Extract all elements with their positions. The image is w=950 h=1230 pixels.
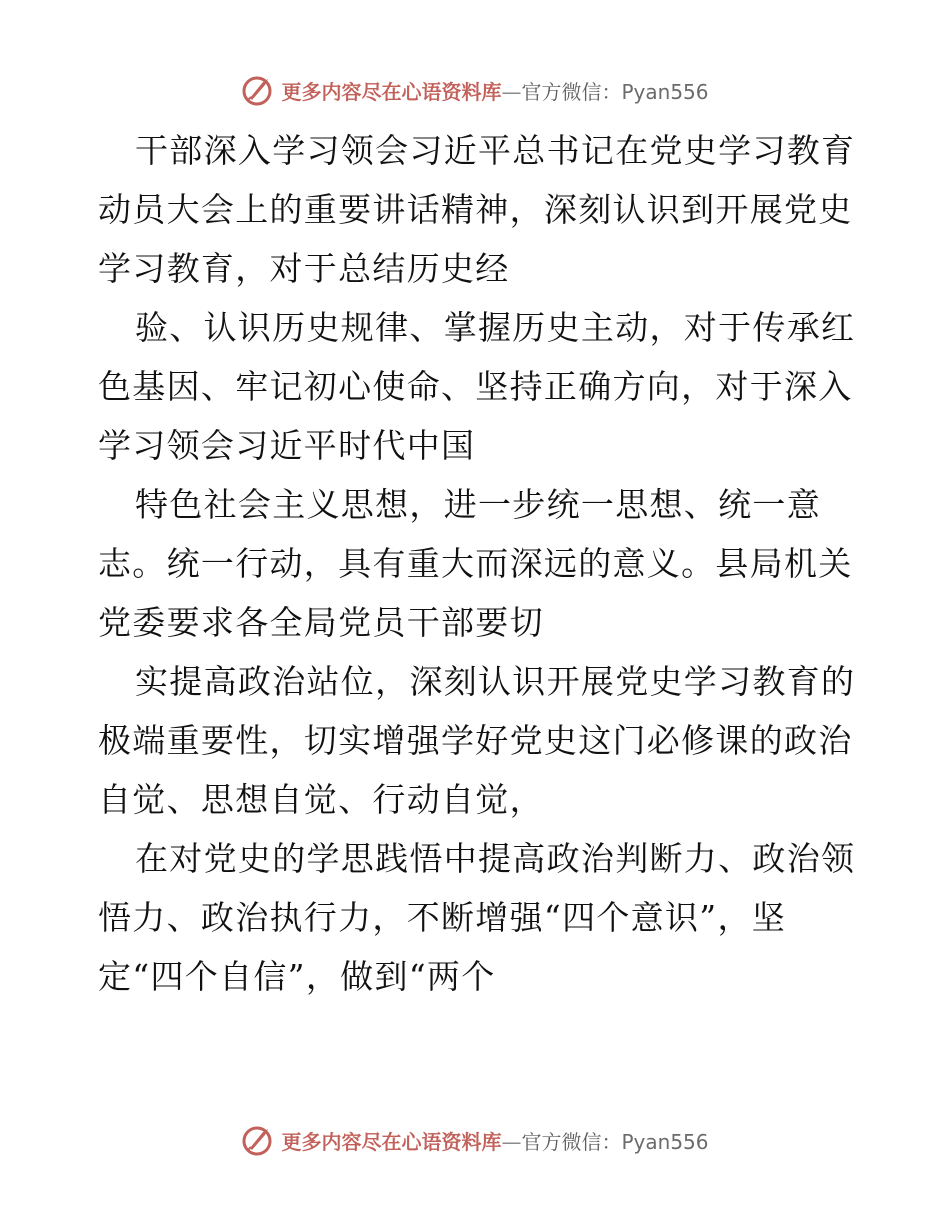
banner-wechat-id: Pyan556 bbox=[621, 79, 709, 104]
text-line: 干部深入学习领会习近平总书记在党史学习教育 bbox=[135, 131, 856, 170]
text-line: 动员大会上的重要讲话精神，深刻认识到开展党史 bbox=[98, 190, 853, 229]
banner-wechat-label: 官方微信： bbox=[521, 79, 622, 104]
text-line: 悟力、政治执行力，不断增强“四个意识”，坚 bbox=[98, 898, 787, 937]
banner-wechat-label: 官方微信： bbox=[521, 1129, 622, 1154]
text-line: 定“四个自信”，做到“两个 bbox=[98, 957, 496, 996]
text-line: 在对党史的学思践悟中提高政治判断力、政治领 bbox=[135, 839, 856, 878]
banner-separator: — bbox=[501, 1129, 522, 1154]
text-line: 学习领会习近平时代中国 bbox=[98, 426, 476, 465]
text-line: 实提高政治站位，深刻认识开展党史学习教育的 bbox=[135, 662, 856, 701]
text-line: 志。统一行动，具有重大而深远的意义。县局机关 bbox=[98, 544, 853, 583]
text-line: 自觉、思想自觉、行动自觉， bbox=[98, 780, 544, 819]
banner-text bbox=[281, 1126, 708, 1155]
quill-logo-icon bbox=[241, 73, 275, 107]
text-line: 特色社会主义思想，进一步统一思想、统一意 bbox=[135, 485, 821, 524]
paragraph bbox=[98, 298, 858, 475]
paragraph bbox=[98, 121, 858, 298]
text-line: 学习教育，对于总结历史经 bbox=[98, 249, 510, 288]
document-body bbox=[98, 121, 858, 1006]
text-line: 验、认识历史规律、掌握历史主动，对于传承红 bbox=[135, 308, 856, 347]
banner-slogan: 更多内容尽在心语资料库 bbox=[281, 1129, 502, 1154]
banner-wechat-id: Pyan556 bbox=[621, 1129, 709, 1154]
text-line: 极端重要性，切实增强学好党史这门必修课的政治 bbox=[98, 721, 853, 760]
quill-logo-icon bbox=[241, 1123, 275, 1157]
paragraph bbox=[98, 475, 858, 652]
paragraph bbox=[98, 652, 858, 829]
banner-separator: — bbox=[501, 79, 522, 104]
header-banner bbox=[0, 70, 950, 110]
footer-banner bbox=[0, 1120, 950, 1160]
banner-slogan: 更多内容尽在心语资料库 bbox=[281, 79, 502, 104]
banner-text bbox=[281, 76, 708, 105]
text-line: 党委要求各全局党员干部要切 bbox=[98, 603, 544, 642]
paragraph bbox=[98, 829, 858, 1006]
text-line: 色基因、牢记初心使命、坚持正确方向，对于深入 bbox=[98, 367, 853, 406]
